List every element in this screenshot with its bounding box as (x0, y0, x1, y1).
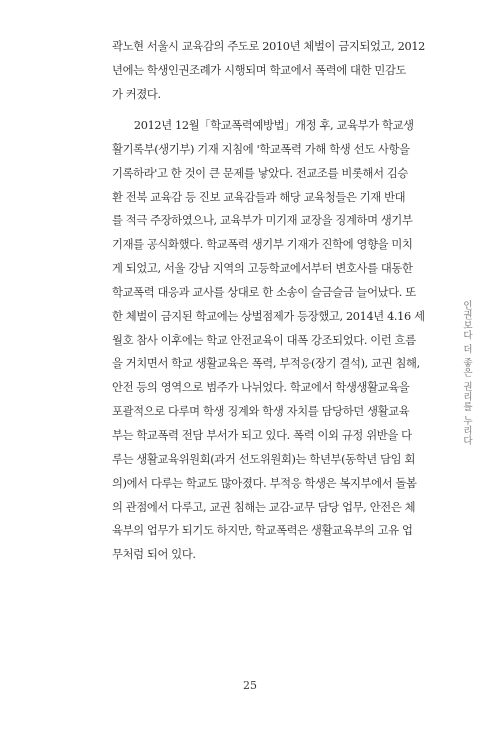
text-line: 게 되었고, 서울 강남 지역의 고등학교에서부터 변호사를 대동한 (112, 262, 413, 276)
text-line: 육부의 업무가 되기도 하지만, 학교폭력은 생활교육부의 고유 업 (112, 524, 413, 538)
text-line: 한 체벌이 금지된 학교에는 상벌점제가 등장했고, 2014년 4.16 세 (112, 309, 425, 323)
text-line: 가 커졌다. (112, 87, 161, 101)
text-line: 환 전북 교육감 등 진보 교육감들과 해당 교육청들은 기재 반대 (112, 190, 406, 204)
running-title: 인권보다 더 좋은 권리를 누리다 (461, 300, 472, 446)
body-paragraph (112, 35, 426, 107)
text-line: 무처럼 되어 있다. (112, 548, 196, 562)
text-line: 기록하라'고 한 것이 큰 문제를 낳았다. 전교조를 비롯해서 김승 (112, 166, 408, 180)
text-line: 의)에서 다루는 학교도 많아졌다. 부적응 학생은 복지부에서 돌봄 (112, 476, 417, 490)
text-line: 루는 생활교육위원회(과거 선도위원회)는 학년부(동학년 담임 회 (112, 452, 416, 466)
text-line: 의 관점에서 다루고, 교권 침해는 교감-교무 담당 업무, 안전은 체 (112, 500, 416, 514)
text-line: 학교폭력 대응과 교사를 상대로 한 소송이 슬금슬금 늘어났다. 또 (112, 285, 416, 299)
text-line: 부는 학교폭력 전담 부서가 되고 있다. 폭력 이외 규정 위반을 다 (112, 428, 412, 442)
text-line: 월호 참사 이후에는 학교 안전교육이 대폭 강조되었다. 이런 흐름 (112, 333, 416, 347)
body-paragraph (112, 114, 425, 567)
text-line: 년에는 학생인권조례가 시행되며 학교에서 폭력에 대한 민감도 (112, 63, 407, 77)
text-line: 을 거치면서 학교 생활교육은 폭력, 부적응(장기 결석), 교권 침해, (112, 357, 420, 371)
text-line: 포괄적으로 다루며 학생 징계와 학생 자치를 담당하던 생활교육 (112, 405, 410, 419)
text-line: 2012년 12월「학교폭력예방법」개정 후, 교육부가 학교생 (112, 119, 414, 132)
text-line: 활기록부(생기부) 기재 지침에 '학교폭력 가해 학생 선도 사항을 (112, 142, 410, 156)
text-line: 안전 등의 영역으로 범주가 나뉘었다. 학교에서 학생생활교육을 (112, 381, 410, 395)
page-number: 25 (243, 679, 257, 692)
text-line: 곽노현 서울시 교육감의 주도로 2010년 체벌이 금지되었고, 2012 (112, 40, 426, 53)
text-line: 를 적극 주장하였으나, 교육부가 미기재 교장을 징계하며 생기부 (112, 214, 413, 228)
text-line: 기재를 공식화했다. 학교폭력 생기부 기재가 진학에 영향을 미치 (112, 238, 413, 252)
